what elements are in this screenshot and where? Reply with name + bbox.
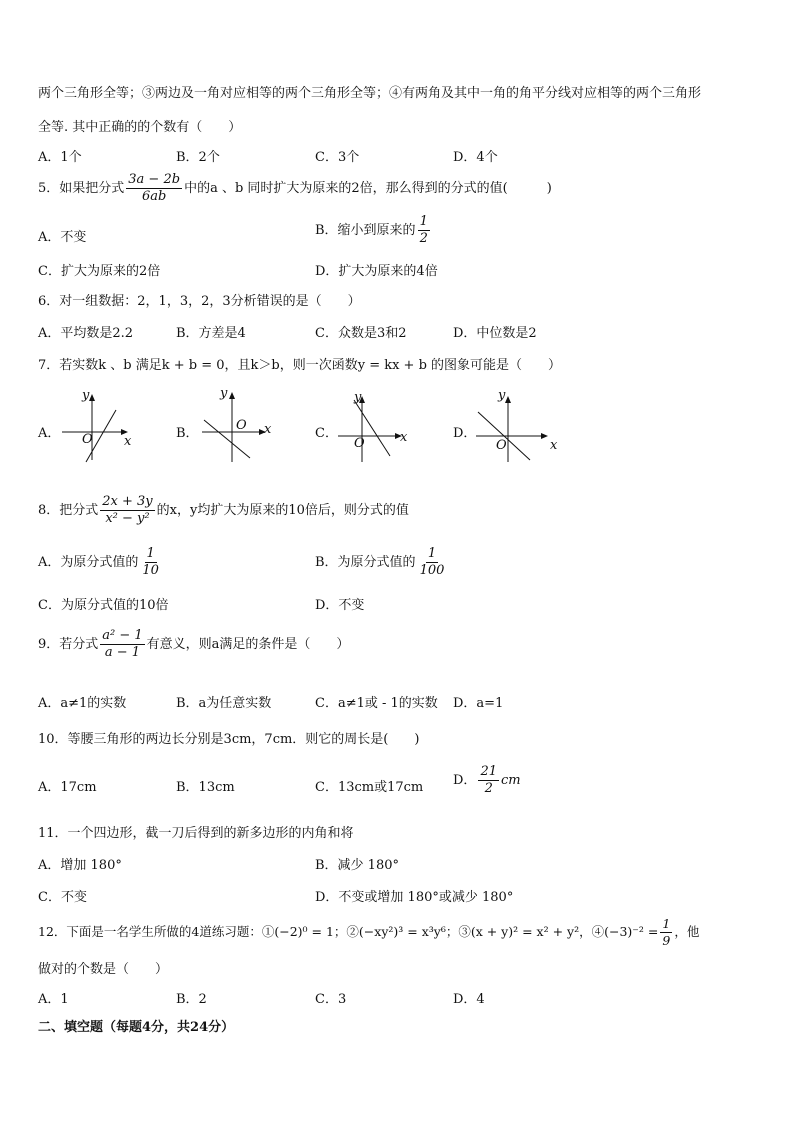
q12-option-b[interactable]: B．2: [176, 992, 207, 1007]
q10-optd-label: D．: [453, 773, 477, 788]
q12-stem-a: 12．下面是一名学生所做的4道练习题：①(−2)⁰ = 1；②(−xy²)³ = x³y⁶；③(x + y)² = x² + y²，④(−3)⁻² =: [38, 924, 659, 939]
q10-optd-num: 21: [480, 764, 497, 779]
q6-option-b[interactable]: B．方差是4: [176, 326, 246, 341]
q5-option-a[interactable]: A．不变: [38, 230, 87, 245]
q8-fraction: [100, 494, 154, 527]
q5-option-c[interactable]: C．扩大为原来的2倍: [38, 264, 161, 279]
q8-opta-fraction: [140, 546, 161, 579]
x-label: x: [264, 422, 272, 437]
graph-d-svg: [474, 392, 564, 464]
q4-option-c[interactable]: C．3个: [315, 150, 360, 165]
q5-prefix: 5．如果把分式: [38, 181, 125, 196]
q9-prefix: 9．若分式: [38, 637, 99, 652]
q7-graph-c: [336, 392, 416, 464]
q8-opta-num: 1: [146, 546, 155, 561]
q11-stem: 11．一个四边形，截一刀后得到的新多边形的内角和将: [38, 826, 354, 841]
q12-frac-den: 9: [662, 933, 671, 948]
q12-frac-num: 1: [662, 916, 671, 931]
q7-option-d[interactable]: D．: [453, 426, 477, 441]
q4-line2: 全等. 其中正确的的个数有（ ）: [38, 120, 242, 135]
q5-fraction: [126, 172, 182, 205]
origin-label: O: [354, 436, 365, 451]
q9-option-a[interactable]: A．a≠1的实数: [38, 696, 127, 711]
origin-label: O: [236, 418, 247, 433]
q8-optb-den: 100: [419, 563, 445, 578]
q5-optb-label: B．缩小到原来的: [315, 223, 416, 238]
q7-graph-d: [474, 388, 564, 464]
q7-option-c[interactable]: C．: [315, 426, 338, 441]
q8-frac-num: 2x + 3y: [102, 494, 153, 509]
x-label: x: [550, 438, 558, 453]
q4-line1: 两个三角形全等；③两边及一角对应相等的两个三角形全等；④有两角及其中一角的角平分线对应相等的两个三角形: [38, 86, 702, 101]
q10-option-d[interactable]: [453, 764, 521, 797]
q10-option-a[interactable]: A．17cm: [38, 780, 97, 795]
q4-option-d[interactable]: D．4个: [453, 150, 498, 165]
q8-stem: [38, 494, 409, 527]
q9-option-c[interactable]: C．a≠1或 - 1的实数: [315, 696, 438, 711]
q6-option-c[interactable]: C．众数是3和2: [315, 326, 407, 341]
origin-label: O: [496, 438, 507, 453]
q9-option-d[interactable]: D．a=1: [453, 696, 504, 711]
q11-option-b[interactable]: B．减少 180°: [315, 858, 399, 873]
q8-option-b[interactable]: [315, 546, 448, 579]
q12-option-c[interactable]: C．3: [315, 992, 347, 1007]
q12-stem: [38, 916, 699, 949]
q9-frac-den: a − 1: [104, 645, 141, 660]
q4-option-b[interactable]: B．2个: [176, 150, 220, 165]
q5-option-d[interactable]: D．扩大为原来的4倍: [315, 264, 438, 279]
q8-opta-den: 10: [142, 563, 159, 578]
q12-line2: 做对的个数是（ ）: [38, 962, 169, 977]
q5-frac-num: 3a − 2b: [128, 172, 181, 187]
q7-option-b[interactable]: B．: [176, 426, 199, 441]
q8-prefix: 8．把分式: [38, 503, 99, 518]
y-arrow: [89, 394, 95, 401]
y-label: y: [354, 390, 362, 405]
q8-option-a[interactable]: [38, 546, 163, 579]
q8-optb-fraction: [418, 546, 447, 579]
q9-suffix: 有意义，则a满足的条件是（ ）: [146, 637, 350, 652]
graph-a-svg: [60, 392, 140, 464]
q11-option-d[interactable]: D．不变或增加 180°或减少 180°: [315, 890, 514, 905]
q10-optd-fraction: [478, 764, 499, 797]
x-label: x: [400, 430, 408, 445]
q10-stem: 10．等腰三角形的两边长分别是3cm，7cm．则它的周长是( ): [38, 732, 420, 747]
x-label: x: [124, 434, 132, 449]
q6-stem: 6．对一组数据：2，1，3，2，3分析错误的是（ ）: [38, 294, 361, 309]
y-label: y: [220, 386, 228, 401]
q7-graph-b: [198, 388, 278, 464]
y-label: y: [82, 388, 90, 403]
q10-option-b[interactable]: B．13cm: [176, 780, 235, 795]
q5-optb-den: 2: [419, 231, 428, 246]
q11-option-c[interactable]: C．不变: [38, 890, 87, 905]
q8-optb-num: 1: [427, 546, 437, 561]
q9-option-b[interactable]: B．a为任意实数: [176, 696, 272, 711]
q8-option-d[interactable]: D．不变: [315, 598, 365, 613]
q10-optd-den: 2: [484, 781, 493, 796]
q6-option-a[interactable]: A．平均数是2.2: [38, 326, 134, 341]
q8-frac-den: x² − y²: [105, 511, 150, 526]
q7-option-a[interactable]: A．: [38, 426, 61, 441]
q5-suffix: 中的a 、b 同时扩大为原来的2倍，那么得到的分式的值( ): [184, 181, 552, 196]
section-heading: 二、填空题（每题4分，共24分）: [38, 1020, 235, 1035]
q9-stem: [38, 628, 349, 661]
q8-suffix: 的x，y均扩大为原来的10倍后，则分式的值: [156, 503, 409, 518]
q8-optb-label: B．为原分式值的: [315, 555, 416, 570]
y-label: y: [498, 388, 506, 403]
y-arrow: [229, 392, 235, 399]
q7-stem: 7．若实数k 、b 满足k + b = 0，且k＞b，则一次函数y = kx + b 的图象可能是（ ）: [38, 358, 562, 373]
y-arrow: [505, 396, 511, 403]
origin-label: O: [82, 432, 93, 447]
q4-option-a[interactable]: A．1个: [38, 150, 82, 165]
q7-graph-a: [60, 388, 140, 464]
q12-option-a[interactable]: A．1: [38, 992, 69, 1007]
q8-opta-label: A．为原分式值的: [38, 555, 139, 570]
q12-option-d[interactable]: D．4: [453, 992, 485, 1007]
q5-optb-fraction: [418, 214, 430, 247]
q12-stem-b: ，他: [674, 924, 700, 939]
q9-frac-num: a² − 1: [102, 628, 143, 643]
q8-option-c[interactable]: C．为原分式值的10倍: [38, 598, 169, 613]
q5-optb-num: 1: [419, 214, 428, 229]
q5-frac-den: 6ab: [142, 189, 167, 204]
q10-optd-unit: cm: [500, 773, 521, 788]
q11-option-a[interactable]: A．增加 180°: [38, 858, 122, 873]
q9-fraction: [100, 628, 144, 661]
q12-fraction: [660, 916, 672, 949]
q5-option-b[interactable]: [315, 214, 432, 247]
x-arrow: [541, 433, 548, 439]
q10-option-c[interactable]: C．13cm或17cm: [315, 780, 424, 795]
q6-option-d[interactable]: D．中位数是2: [453, 326, 537, 341]
graph-c-svg: [336, 392, 416, 464]
q5-stem: [38, 172, 552, 205]
